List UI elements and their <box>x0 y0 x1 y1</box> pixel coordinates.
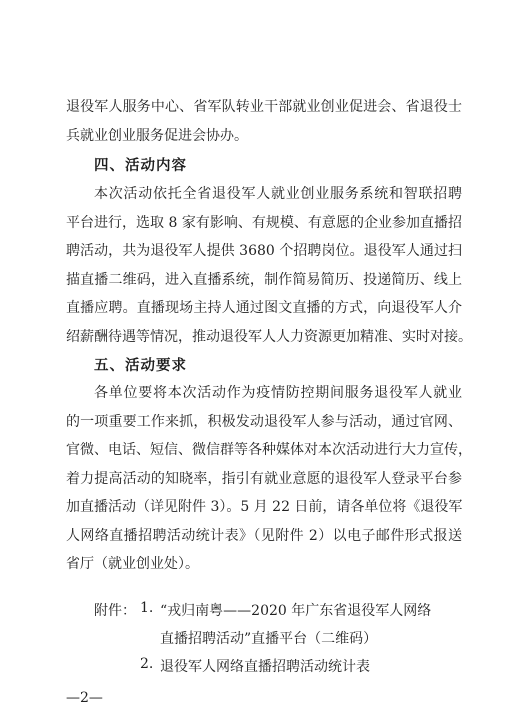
attachments-label: 附件： <box>94 603 136 619</box>
body-line: 人网络直播招聘活动统计表》（见附件 2）以电子邮件形式报送 <box>66 528 462 544</box>
attachment-1-title-line2: 直播招聘活动”直播平台（二维码） <box>160 631 378 647</box>
section-heading-content: 四、活动内容 <box>94 158 187 174</box>
body-line: 退役军人服务中心、省军队转业干部就业创业促进会、省退役士 <box>66 99 462 115</box>
body-line: 本次活动依托全省退役军人就业创业服务系统和智联招聘 <box>94 186 462 202</box>
body-line: 省厅（就业创业处）。 <box>66 556 199 572</box>
page-number: —2— <box>66 690 103 706</box>
attachment-1-title-line1: “戎归南粤——2020 年广东省退役军人网络 <box>160 603 432 619</box>
body-line: 描直播二维码，进入直播系统，制作简易简历、投递简历、线上 <box>66 272 462 288</box>
body-line: 的一项重要工作来抓，积极发动退役军人参与活动，通过官网、 <box>66 414 462 430</box>
body-line: 各单位要将本次活动作为疫情防控期间服务退役军人就业 <box>94 385 462 401</box>
body-line: 直播应聘。直播现场主持人通过图文直播的方式，向退役军人介 <box>66 300 462 316</box>
body-line: 聘活动，共为退役军人提供 3680 个招聘岗位。退役军人通过扫 <box>66 243 462 259</box>
attachment-2-title: 退役军人网络直播招聘活动统计表 <box>160 659 370 675</box>
attachment-1-number: 1. <box>140 600 154 616</box>
body-line: 着力提高活动的知晓率，指引有就业意愿的退役军人登录平台参 <box>66 471 462 487</box>
body-line: 绍薪酬待遇等情况，推动退役军人人力资源更加精准、实时对接。 <box>66 329 472 345</box>
body-line: 官微、电话、短信、微信群等各种媒体对本次活动进行大力宣传， <box>66 442 472 458</box>
body-line: 兵就业创业服务促进会协办。 <box>66 128 248 144</box>
body-line: 加直播活动（详见附件 3）。5 月 22 日前，请各单位将《退役军 <box>66 499 463 515</box>
body-line: 平台进行，选取 8 家有影响、有规模、有意愿的企业参加直播招 <box>66 215 462 231</box>
attachment-2-number: 2. <box>140 656 154 672</box>
section-heading-requirements: 五、活动要求 <box>94 358 187 374</box>
